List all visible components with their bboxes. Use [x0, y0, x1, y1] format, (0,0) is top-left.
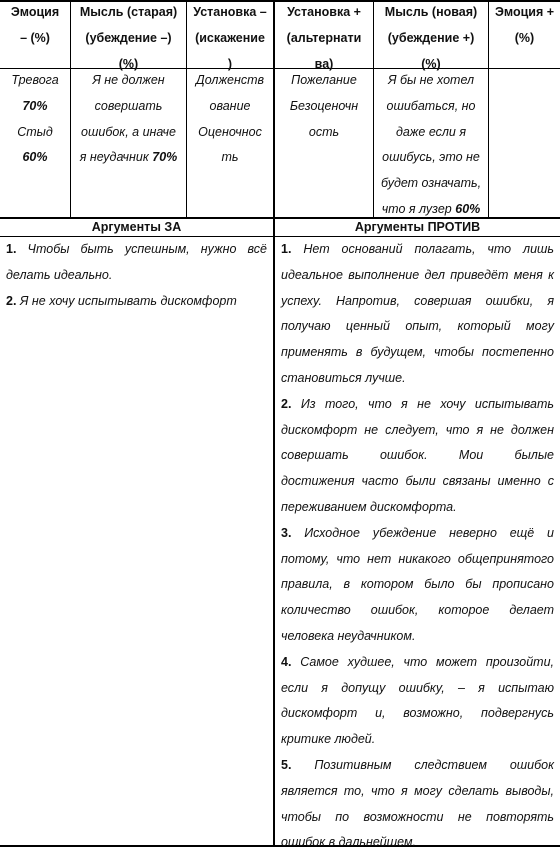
argument-line [275, 547, 560, 573]
header-line: (убеждение –) [85, 30, 172, 45]
alternative-line: Пожелание [291, 73, 357, 87]
argument-text: потому, что нет никакого общепринятого [281, 551, 554, 566]
argument-line [275, 701, 560, 727]
argument-line [275, 340, 560, 366]
thought-line: Я бы не хотел [387, 73, 475, 87]
argument-item [275, 753, 560, 856]
cell-thought-new [374, 68, 488, 223]
argument-number: 2. [281, 396, 292, 411]
argument-text: Исходное убеждение неверно ещё и [304, 525, 554, 540]
header-line: (убеждение +) [387, 30, 475, 45]
emotion-label: Тревога [11, 73, 59, 87]
argument-line [275, 727, 560, 753]
header-line: Эмоция [10, 5, 60, 19]
header-line: (искажение [195, 30, 265, 45]
argument-text: достижения часто были связаны именно с [281, 474, 554, 489]
argument-line [275, 779, 560, 805]
argument-item [275, 237, 560, 392]
argument-text: делать идеально. [6, 267, 113, 282]
argument-text: Самое худшее, что может произойти, [300, 654, 554, 669]
header-distortion [187, 0, 273, 77]
header-emotion-new [489, 0, 560, 52]
header-line: Установка + [287, 5, 361, 19]
argument-line [0, 263, 273, 289]
argument-text: Позитивным следствием ошибок [314, 757, 554, 772]
header-thought-old [71, 0, 186, 77]
thought-line: ошибаться, но [386, 98, 476, 113]
header-line: Эмоция + [494, 5, 555, 19]
argument-line [275, 418, 560, 444]
argument-text: количество ошибок, которое делает [281, 603, 554, 618]
argument-line [0, 289, 273, 315]
argument-text: успеху. Напротив, совершая ошибки, я [281, 293, 554, 308]
argument-line [275, 676, 560, 702]
argument-item [0, 289, 273, 315]
thought-line: даже если я [395, 124, 467, 139]
args-against-list [275, 237, 560, 856]
distortion-line: ование [209, 98, 251, 113]
emotion-percent: 70% [22, 98, 48, 113]
argument-text: Из того, что я не хочу испытывать [300, 396, 554, 411]
thought-percent: 60% [455, 201, 481, 216]
argument-text: правила, в котором было бы прописано [281, 577, 554, 592]
argument-text: ошибок в дальнейшем. [281, 835, 416, 850]
argument-line [275, 805, 560, 831]
distortion-line: Долженств [195, 73, 265, 87]
argument-line [275, 443, 560, 469]
thought-line: ошибок, а иначе [81, 124, 176, 139]
argument-text: применять в будущем, чтобы постепенно [281, 345, 554, 360]
argument-text: является то, что я могу сделать выводы, [281, 783, 554, 798]
alternative-line: ость [308, 124, 340, 139]
argument-item [0, 237, 273, 289]
argument-text: получаю ценный опыт, который могу [281, 319, 554, 334]
argument-line [275, 572, 560, 598]
argument-line [275, 314, 560, 340]
argument-line [275, 263, 560, 289]
argument-text: дискомфорт и, возможно, подвергнусь [281, 706, 554, 721]
header-line: ) [227, 56, 233, 71]
argument-line [275, 469, 560, 495]
argument-number: 4. [281, 654, 292, 669]
argument-number: 3. [281, 525, 292, 540]
thought-line: будет означать, [380, 176, 482, 191]
argument-number: 1. [281, 242, 292, 256]
header-line: (альтернати [286, 30, 362, 45]
argument-text: становиться лучше. [281, 370, 406, 385]
argument-item [275, 650, 560, 753]
argument-line [275, 624, 560, 650]
argument-line [275, 598, 560, 624]
argument-text: критике людей. [281, 732, 376, 747]
argument-line [0, 237, 273, 263]
emotion-percent: 60% [22, 150, 48, 165]
argument-text: совершать ошибок. Мои былые [281, 448, 554, 463]
header-emotion-old [0, 0, 70, 52]
alternative-line: Безоценочн [289, 98, 359, 113]
header-alternative [275, 0, 373, 77]
header-line: Мысль (новая) [384, 5, 478, 19]
argument-text: идеальное выполнение дел приведёт меня к [281, 267, 554, 282]
cell-emotions-old [0, 68, 70, 171]
argument-line [275, 753, 560, 779]
argument-text: Я не хочу испытывать дискомфорт [19, 293, 237, 308]
cell-thought-old [71, 68, 186, 171]
argument-line [275, 521, 560, 547]
thought-line: совершать [94, 98, 163, 113]
argument-number: 2. [6, 293, 17, 308]
emotion-label: Стыд [17, 124, 53, 139]
thought-line: я неудачник [79, 150, 149, 165]
header-line: (%) [514, 30, 535, 45]
header-line: Мысль (старая) [79, 5, 178, 19]
argument-line [275, 237, 560, 263]
argument-number: 5. [281, 757, 292, 772]
header-line: Установка – [193, 5, 267, 19]
header-line: (%) [421, 56, 441, 71]
argument-item [275, 521, 560, 650]
header-line: ва) [314, 56, 334, 71]
argument-line [275, 830, 560, 856]
header-thought-new [374, 0, 488, 77]
args-for-list [0, 237, 273, 314]
thought-line: что я лузер [381, 201, 452, 216]
cell-distortion [187, 68, 273, 171]
argument-text: человека неудачником. [281, 628, 416, 643]
thought-line: Я не должен [92, 73, 165, 87]
argument-line [275, 366, 560, 392]
thought-line: ошибусь, это не [382, 150, 480, 165]
argument-text: если я допущу ошибку, – я испытаю [281, 680, 554, 695]
argument-line [275, 392, 560, 418]
header-line: (%) [118, 56, 139, 71]
argument-text: Чтобы быть успешным, нужно всё [27, 242, 267, 256]
argument-line [275, 650, 560, 676]
args-for-title: Аргументы ЗА [91, 220, 182, 234]
argument-text: чтобы по возможности не повторять [281, 809, 554, 824]
thought-percent: 70% [152, 150, 178, 165]
argument-item [275, 392, 560, 521]
args-against-title: Аргументы ПРОТИВ [354, 220, 481, 234]
cell-alternative [275, 68, 373, 145]
argument-line [275, 495, 560, 521]
argument-number: 1. [6, 242, 17, 256]
argument-text: Нет оснований полагать, что лишь [303, 242, 554, 256]
argument-text: дискомфорт не следует, что я не должен [281, 422, 554, 437]
argument-text: переживанием дискомфорта. [281, 499, 457, 514]
distortion-line: ть [221, 150, 239, 165]
header-line: – (%) [20, 30, 50, 45]
argument-line [275, 289, 560, 315]
distortion-line: Оценочнос [198, 124, 262, 139]
